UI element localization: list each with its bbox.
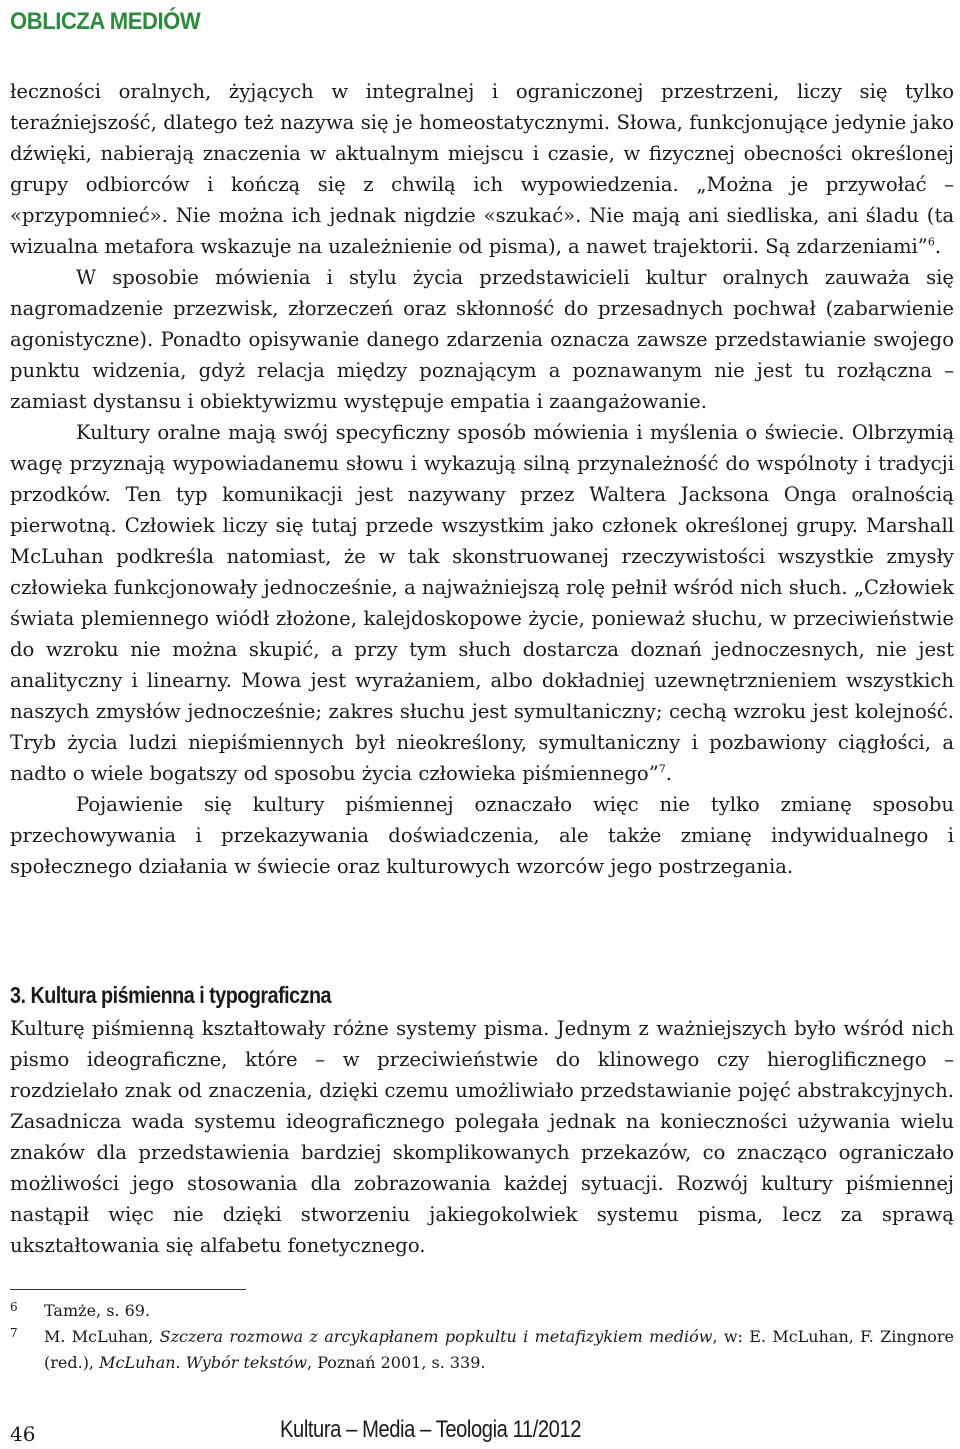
- paragraph-3-text: Kultury oralne mają swój specyficzny sposób mówienia i myślenia o świecie. Olbrzymią wagę przyznają wypowiadanemu słowu i wykazują silną przynależność do wspólnoty i tradycji przodków. Ten typ komunikacji jest nazywany przez Waltera Jacksona Onga oralnością pierwotną. Człowiek liczy się tutaj przede wszystkim jako członek określonej grupy. Marshall McLuhan podkreśla natomiast, że w tak skonstruowanej rzeczywistości wszystkie zmysły człowieka funkcjonowały jednocześnie, a najważniejszą rolę pełnił wśród nich słuch. „Człowiek świata plemiennego wiódł złożone, kalejdoskopowe życie, ponieważ słuchu, w przeciwieństwie do wzroku nie można skupić, a przy tym słuch dostarcza doznań jednoczesnych, nie jest analityczny i linearny. Mowa jest wyrażaniem, albo dokładniej uzewnętrznieniem wszystkich naszych zmysłów jednocześnie; zakres słuchu jest symultaniczny; cechą wzroku jest kolejność. Tryb życia ludzi niepiśmiennych był nieokreślony, symultaniczny i pozbawiony ciągłości, a nadto o wiele bogatszy od sposobu życia człowieka piśmiennego”: [10, 421, 954, 785]
- footnote-7: [10, 1324, 954, 1376]
- footnote-book-title: McLuhan. Wybór tekstów: [99, 1353, 308, 1372]
- paragraph-1: [10, 76, 954, 262]
- footnote-ref-6[interactable]: 6: [927, 235, 935, 249]
- section-heading: 3. Kultura piśmienna i typograficzna: [10, 982, 332, 1008]
- footnote-source: , w: E. McLuhan, F. Zingnore (red.),: [44, 1327, 955, 1372]
- running-header: OBLICZA MEDIÓW: [10, 8, 201, 35]
- paragraph-3-end: .: [665, 762, 672, 785]
- footnote-ref-7[interactable]: 7: [658, 762, 666, 776]
- footnote-6: [10, 1298, 954, 1324]
- journal-title: Kultura – Media – Teologia 11/2012: [280, 1416, 582, 1443]
- paragraph-4: Pojawienie się kultury piśmiennej oznaczało więc nie tylko zmianę sposobu przechowywania i przekazywania doświadczenia, ale także zmianę indywidualnego i społecznego działania w świecie oraz kulturowych wzorców jego postrzegania.: [10, 793, 954, 878]
- footnote-number: 7: [10, 1326, 18, 1340]
- footnotes: [10, 1298, 954, 1376]
- footnote-text: Tamże, s. 69.: [44, 1301, 151, 1320]
- footnote-author: M. McLuhan,: [44, 1327, 160, 1346]
- footnote-divider: [10, 1289, 246, 1290]
- page-number: 46: [10, 1422, 36, 1446]
- paragraph-3: [10, 417, 954, 789]
- footnote-article-title: Szczera rozmowa z arcykapłanem popkultu i metafizykiem mediów: [159, 1327, 713, 1346]
- paragraph-1-end: .: [934, 235, 942, 258]
- paragraph-1-text: łeczności oralnych, żyjących w integralnej i ograniczonej przestrzeni, liczy się tylko teraźniejszość, dlatego też nazywa się je homeostatycznymi. Słowa, funkcjonujące jedynie jako dźwięki, nabierają znaczenia w aktualnym miejscu i czasie, w fizycznej obecności określonej grupy odbiorców i kończą się z chwilą ich wypowiedzenia. „Można je przywołać – «przypomnieć». Nie można ich jednak nigdzie «szukać». Nie mają ani siedliska, ani śladu (ta wizualna metafora wskazuje na uzależnienie od pisma), a nawet trajektorii. Są zdarzeniami”: [10, 80, 954, 258]
- section-paragraph: Kulturę piśmienną kształtowały różne systemy pisma. Jednym z ważniejszych było wśród nich pismo ideograficzne, które – w przeciwieństwie do klinowego czy hieroglificznego – rozdzielało znak od znaczenia, dzięki czemu umożliwiało przedstawianie pojęć abstrakcyjnych. Zasadnicza wada systemu ideograficznego polegała jednak na konieczności używania wielu znaków dla przedstawienia bardziej skomplikowanych przekazów, co znacząco ograniczało możliwości jego stosowania dla zobrazowania każdej sytuacji. Rozwój kultury piśmiennej nastąpił więc nie dzięki stworzeniu jakiegokolwiek systemu pisma, lecz za sprawą ukształtowania się alfabetu fonetycznego.: [10, 1017, 954, 1257]
- footnote-publication: , Poznań 2001, s. 339.: [307, 1353, 486, 1372]
- footnote-number: 6: [10, 1300, 18, 1314]
- paragraph-2: W sposobie mówienia i stylu życia przedstawicieli kultur oralnych zauważa się nagromadzenie przezwisk, złorzeczeń oraz skłonność do przesadnych pochwał (zabarwienie agonistyczne). Ponadto opisywanie danego zdarzenia oznacza zawsze przedstawianie swojego punktu widzenia, gdyż relacja między poznającym a poznawanym nie jest tu rozłączna – zamiast dystansu i obiektywizmu występuje empatia i zaangażowanie.: [10, 266, 954, 413]
- body-text: [10, 76, 954, 882]
